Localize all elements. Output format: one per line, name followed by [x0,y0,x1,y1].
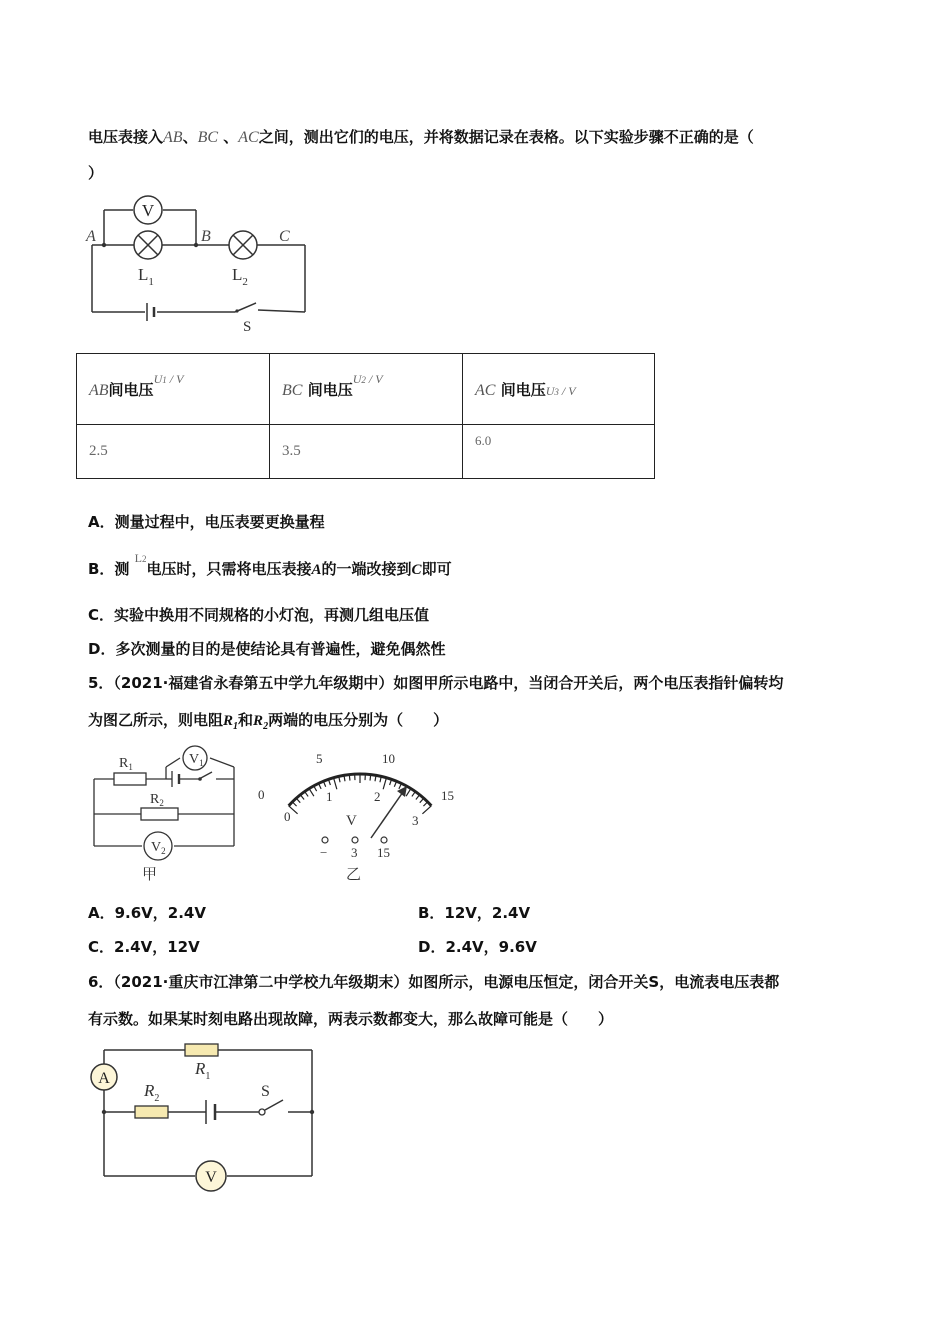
r2-label: $R_2$ [150,792,164,808]
switch-contact [259,1109,265,1115]
dial-tick [406,789,411,797]
dial-unit: V [346,813,357,829]
option-text: B．测 [88,560,135,578]
dial-tick [309,789,314,797]
figure-caption-jia: 甲 [142,865,158,883]
label-l1: $L_1$ [138,265,154,288]
value-cell-bc: 3.5 [270,425,463,479]
outer-tick-15: 15 [441,788,454,803]
dial-tick [349,775,350,781]
ammeter-label: A [98,1070,110,1087]
r1-label: $R_1$ [119,756,133,772]
switch-label: S [261,1083,270,1100]
stem-text: 为图乙所示，则电阻 [88,711,224,729]
label-c: C [279,228,290,245]
pointer-arrowhead [397,786,407,797]
q6-stem-line1: 6．（2021·重庆市江津第二中学校九年级期末）如图所示，电源电压恒定，闭合开关S，电流表电压表都 [88,973,780,991]
dial-tick [422,806,431,814]
r2-label: $R_2$ [144,1081,160,1104]
dial-tick [383,778,386,790]
terminal-label-15: 15 [377,845,390,860]
q4-stem-line1 [88,127,754,148]
circuit-diagram-jia [86,740,246,885]
inner-tick-1: 1 [326,789,333,804]
header-unit: U1 / V [153,371,184,386]
terminal-label-3: 3 [351,845,358,860]
dial-tick [423,802,427,806]
option-text: 电压时，只需将电压表接 [146,560,312,578]
option-text: 即可 [421,560,452,578]
node-a-dot [102,243,106,247]
outer-tick-10: 10 [382,751,395,766]
node-b-dot [194,243,198,247]
header-cell-ab [77,354,270,425]
dial-scale [289,774,432,814]
segment-ac: AC [238,129,259,146]
r1-label: $R_1$ [195,1059,211,1082]
voltmeter-label: V [205,1169,217,1186]
outer-tick-0: 0 [258,787,265,802]
value-cell-ab: 2.5 [77,425,270,479]
voltmeter-label: V [141,201,155,220]
segment-bc: BC [197,129,219,146]
resistor-r1-icon [114,773,146,785]
r1-symbol: $R_1$ [223,713,239,732]
figure-caption-yi: 乙 [346,865,362,883]
table-row [77,425,655,479]
q4-option-d: D．多次测量的目的是使结论具有普遍性，避免偶然性 [88,640,446,658]
separator: 、 [223,128,239,146]
v1-label: $V_1$ [189,752,204,768]
dial-tick [370,775,371,781]
header-segment: AC [475,381,496,399]
header-unit: U2 / V [352,371,383,386]
header-segment: AB [89,381,109,399]
header-text: 间电压 [108,380,154,399]
battery-icon [206,1100,215,1124]
inner-tick-3: 3 [412,813,419,828]
q5-stem-line1: 5．（2021·福建省永春第五中学九年级期中）如图甲所示电路中，当闭合开关后，两个电压表指针偏转均 [88,674,784,692]
inner-tick-0: 0 [284,809,291,824]
q5-option-d: D．2.4V，9.6V [418,938,537,956]
q6-stem-line2: 有示数。如果某时刻电路出现故障，两表示数都变大，那么故障可能是（ ） [88,1010,614,1028]
voltmeter-dial-figure [250,740,470,885]
dial-tick [334,778,337,790]
dial-tick [412,792,415,797]
dial-tick [296,798,300,802]
table-header-row [77,354,655,425]
header-text: 间电压 [500,380,546,399]
v2-label: $V_2$ [151,840,166,856]
dial-tick [416,795,420,800]
header-unit: U3 / V [545,383,576,398]
battery-icon [147,303,154,321]
dial-tick [305,792,308,797]
label-l2: $L_2$ [232,265,248,288]
terminal-negative [322,837,328,843]
dial-tick [420,798,424,802]
battery-icon [172,771,179,787]
dial-tick [292,802,296,806]
inner-tick-2: 2 [374,789,381,804]
resistor-r2-icon [135,1106,168,1118]
switch-contact [198,777,202,781]
r2-symbol: $R_2$ [253,713,269,732]
terminal-label-negative: − [320,845,328,860]
header-cell-bc [270,354,463,425]
label-a: A [86,228,96,245]
terminal-3 [352,837,358,843]
node-dot [310,1110,314,1114]
resistor-r1-icon [185,1044,218,1056]
lamp-l2-label: L2 [134,551,147,565]
terminal-15 [381,837,387,843]
point-a: A [311,562,322,578]
stem-text: 两端的电压分别为（ ） [268,711,449,729]
lamp-l2-icon [229,231,257,259]
option-text: 的一端改接到 [321,560,412,578]
stem-text: 电压表接入 [88,128,164,146]
point-c: C [411,562,422,578]
switch-contact [235,309,238,312]
header-segment: BC [282,381,303,399]
circuit-diagram-q6 [88,1038,328,1198]
resistor-r2-icon [141,808,178,820]
q5-stem-line2 [88,710,448,737]
q4-option-a: A．测量过程中，电压表要更换量程 [88,513,325,531]
q5-option-a: A．9.6V，2.4V [88,904,206,922]
dial-tick [300,795,304,800]
q5-option-c: C．2.4V，12V [88,938,200,956]
q4-stem-line2: ） [88,164,104,182]
separator: 、 [182,128,198,146]
circuit-diagram-series-lamps [80,190,320,340]
label-b: B [201,228,211,245]
header-text: 间电压 [307,380,353,399]
stem-text: 之间，测出它们的电压，并将数据记录在表格。以下实验步骤不正确的是（ [258,128,754,146]
voltage-table [76,353,655,479]
value-cell-ac: 6.0 [463,425,655,479]
node-dot [102,1110,106,1114]
header-cell-ac [463,354,655,425]
q4-option-b [88,551,452,581]
stem-text: 和 [238,711,254,729]
q4-option-c: C．实验中换用不同规格的小灯泡，再测几组电压值 [88,606,430,624]
lamp-l1-icon [134,231,162,259]
q5-option-b: B．12V，2.4V [418,904,531,922]
outer-tick-5: 5 [316,751,323,766]
label-switch: S [243,319,252,335]
segment-ab: AB [163,129,183,146]
